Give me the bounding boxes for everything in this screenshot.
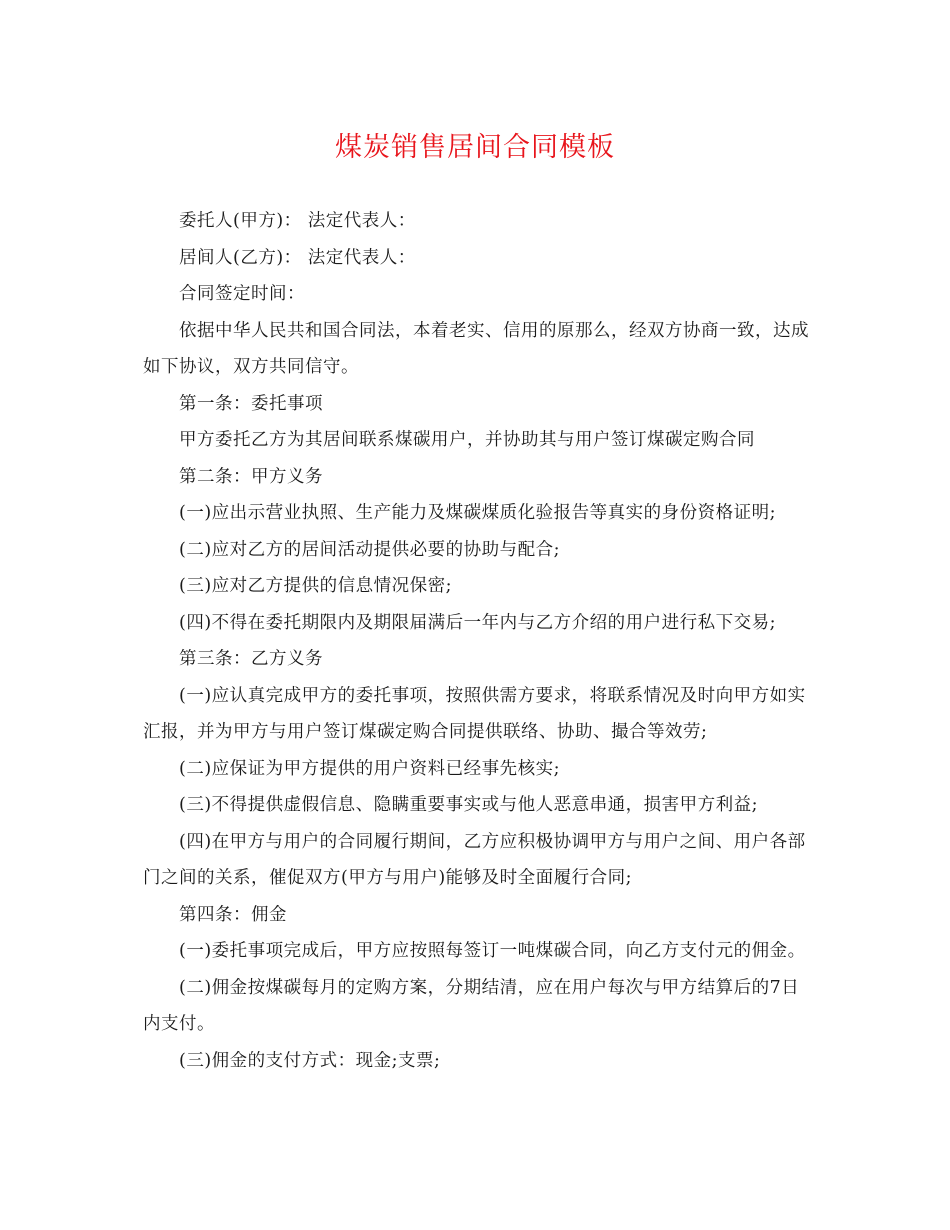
article-2-item-4: (四)不得在委托期限内及期限届满后一年内与乙方介绍的用户进行私下交易; [179,612,777,633]
paragraph-preamble: 依据中华人民共和国合同法，本着老实、信用的原那么，经双方协商一致，达成如下协议，双方共同信守。 [143,320,809,377]
article-2-item-2: (二)应对乙方的居间活动提供必要的协助与配合; [179,539,561,560]
article-3-item-1: (一)应认真完成甲方的委托事项，按照供需方要求，将联系情况及时向甲方如实汇报，并为甲方与用户签订煤碳定购合同提供联络、协助、撮合等效劳; [143,685,806,742]
article-2-item-1: (一)应出示营业执照、生产能力及煤碳煤质化验报告等真实的身份资格证明; [179,503,777,523]
paragraph-intermediary: 居间人(乙方)： 法定代表人： [179,247,416,268]
document-body [143,203,813,1079]
article-4-item-3: (三)佣金的支付方式：现金;支票; [179,1050,441,1071]
document-title: 煤炭销售居间合同模板 [335,132,615,163]
article-4-heading: 第四条：佣金 [179,904,287,925]
article-1-text: 甲方委托乙方为其居间联系煤碳用户，并协助其与用户签订煤碳定购合同 [179,430,755,450]
article-1-heading: 第一条：委托事项 [179,393,323,414]
article-4-item-2: (二)佣金按煤碳每月的定购方案，分期结清，应在用户每次与甲方结算后的7日内支付。 [143,977,800,1034]
article-3-heading: 第三条：乙方义务 [179,649,323,669]
article-2-item-3: (三)应对乙方提供的信息情况保密; [179,576,453,596]
article-3-item-4: (四)在甲方与用户的合同履行期间，乙方应积极协调甲方与用户之间、用户各部门之间的关系，催促双方(甲方与用户)能够及时全面履行合同; [143,831,806,888]
paragraph-sign-date: 合同签定时间： [179,284,305,304]
article-4-item-1: (一)委托事项完成后，甲方应按照每签订一吨煤碳合同，向乙方支付元的佣金。 [179,941,806,961]
article-3-item-3: (三)不得提供虚假信息、隐瞒重要事实或与他人恶意串通，损害甲方利益; [179,795,759,815]
article-3-item-2: (二)应保证为甲方提供的用户资料已经事先核实; [179,758,561,779]
article-2-heading: 第二条：甲方义务 [179,466,323,487]
paragraph-client: 委托人(甲方)： 法定代表人： [179,211,416,231]
